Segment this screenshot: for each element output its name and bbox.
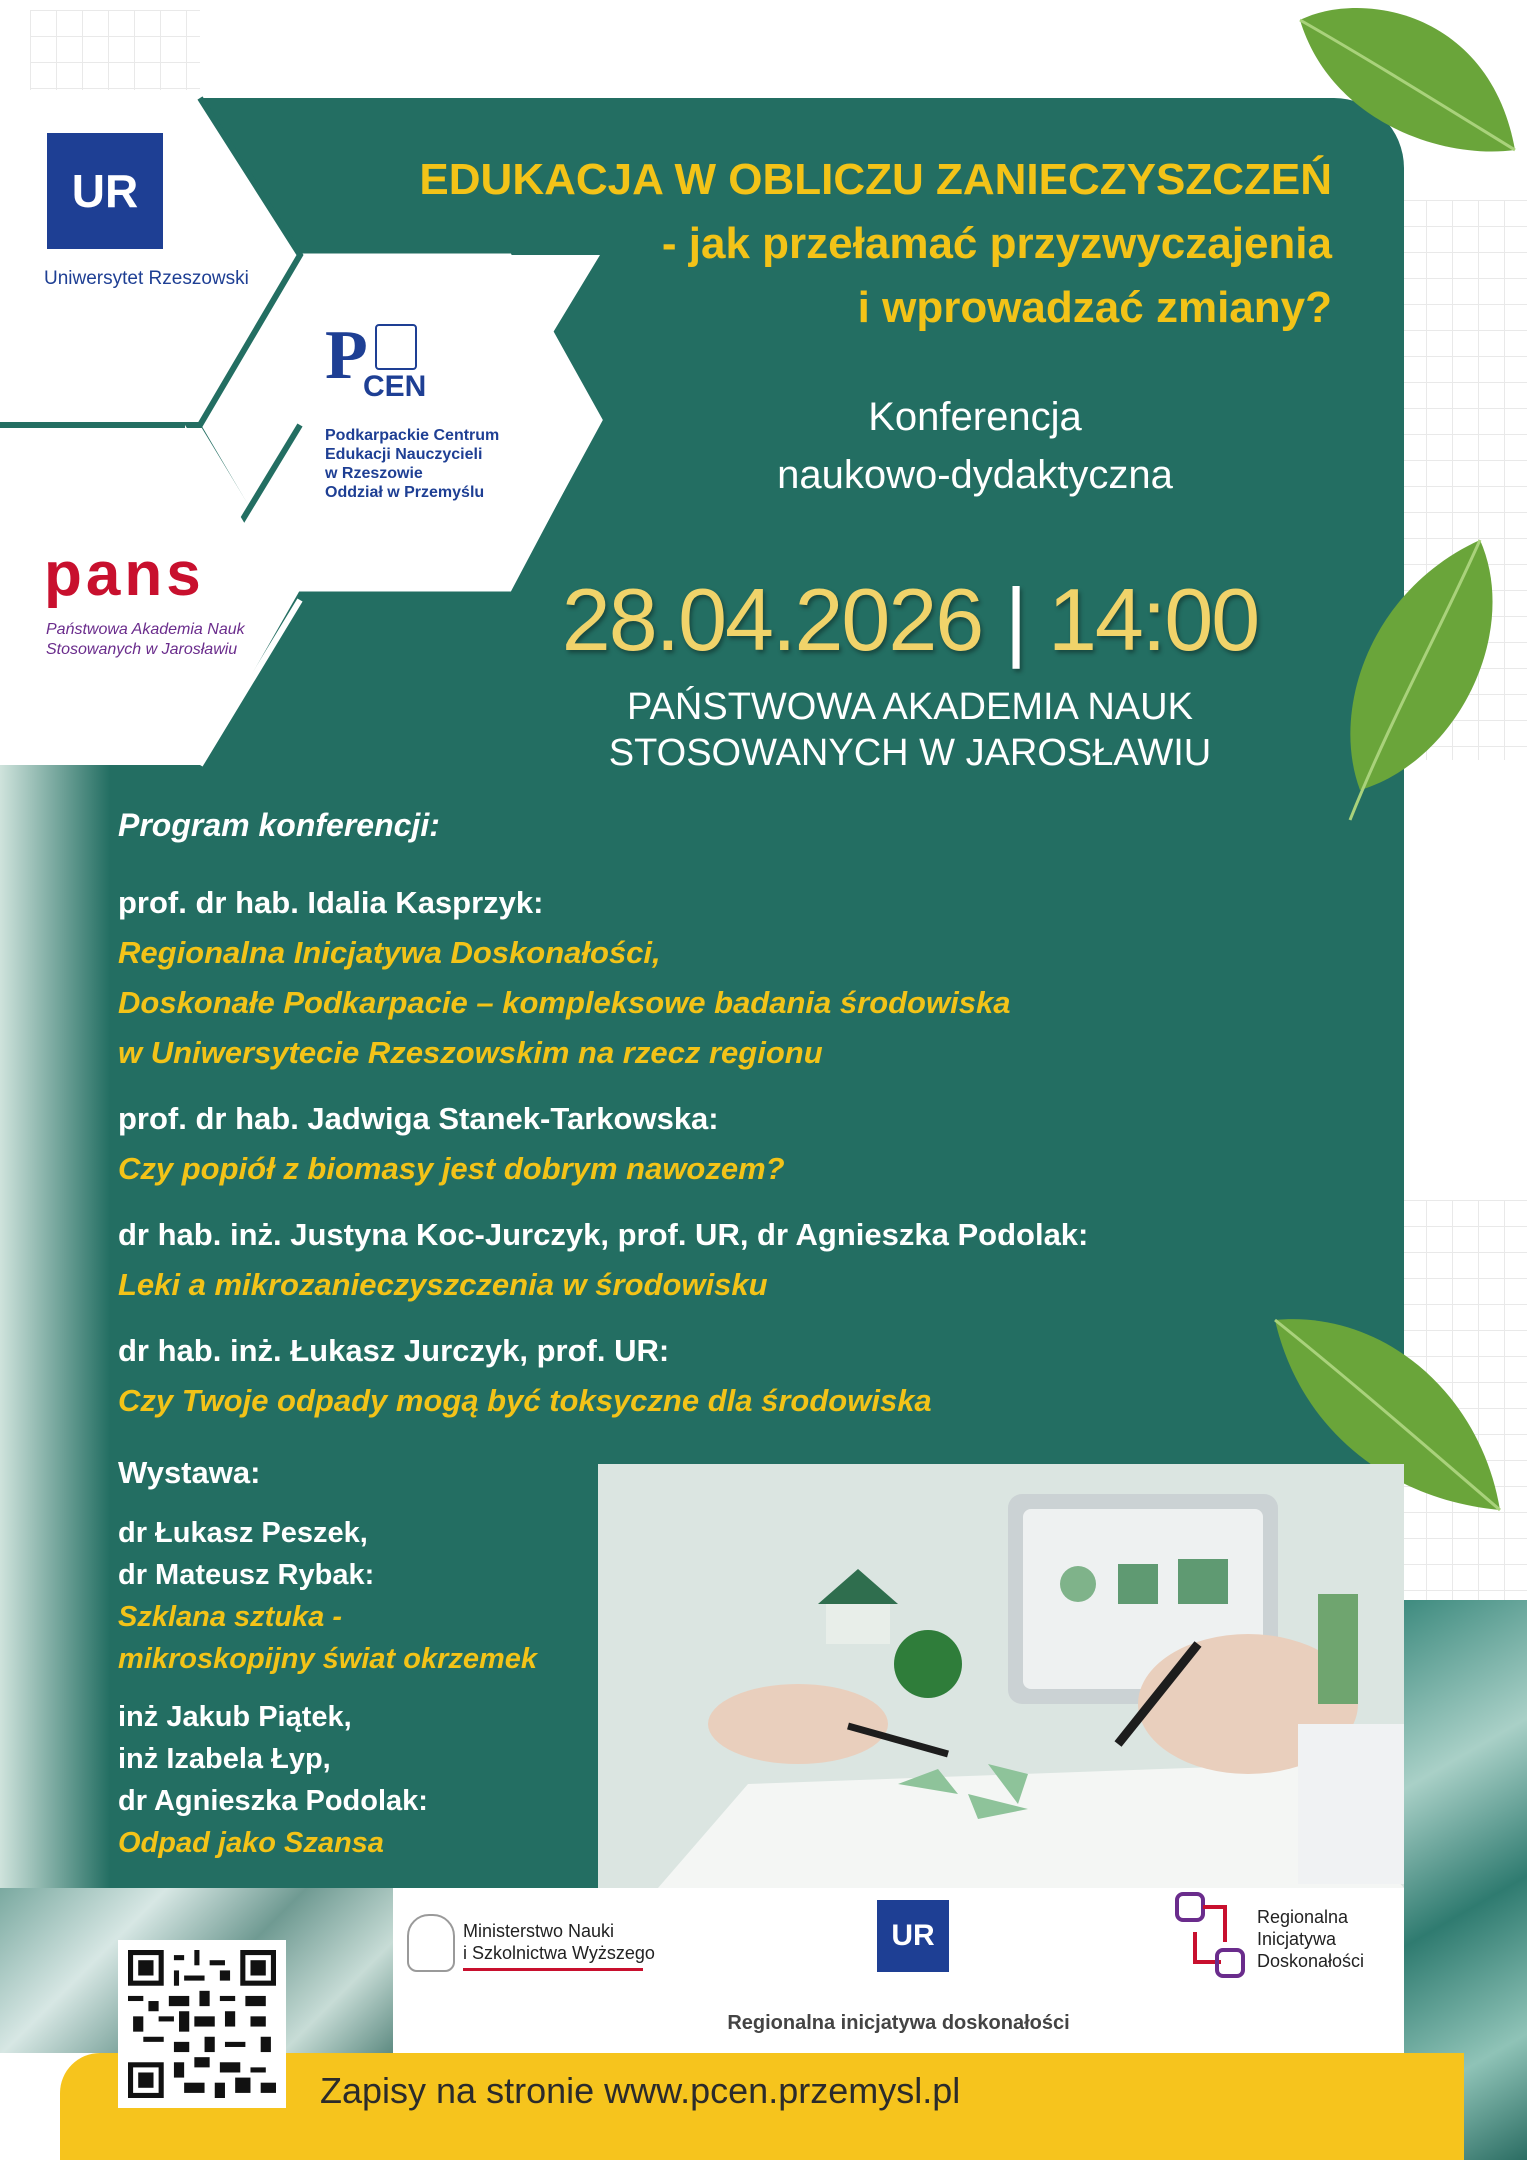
conference-date: 28.04.2026 bbox=[561, 570, 983, 669]
leaf-right-middle bbox=[1330, 530, 1500, 830]
program-talk bbox=[118, 1210, 1278, 1310]
talk-topic: Czy Twoje odpady mogą być toksyczne dla środowiska bbox=[118, 1383, 932, 1418]
conference-time: 14:00 bbox=[1047, 570, 1259, 669]
rid-name: Regionalna Inicjatywa Doskonałości bbox=[1257, 1907, 1365, 1971]
ur-mark-icon bbox=[47, 133, 163, 249]
exhibition-title: Odpad jako Szansa bbox=[118, 1827, 384, 1859]
program-talk bbox=[118, 1326, 1278, 1426]
program-heading: Program konferencji: bbox=[118, 807, 440, 843]
ministry-logo bbox=[407, 1914, 657, 1974]
ur-sponsor-logo: UR bbox=[877, 1900, 949, 1972]
qr-code-icon bbox=[128, 1950, 276, 2098]
photo-illustration bbox=[598, 1464, 1404, 1888]
conference-title: EDUKACJA W OBLICZU ZANIECZYSZCZEŃ - jak przełamać przyzwyczajenia i wprowadzać zmiany? bbox=[419, 155, 1332, 332]
program-section bbox=[118, 802, 1278, 1442]
registration-text[interactable]: Zapisy na stronie www.pcen.przemysl.pl bbox=[320, 2070, 961, 2111]
talk-speaker: dr hab. inż. Justyna Koc-Jurczyk, prof. UR, dr Agnieszka Podolak: bbox=[118, 1217, 1089, 1252]
sponsor-caption: Regionalna inicjatywa doskonałości bbox=[727, 2012, 1070, 2034]
talk-speaker: prof. dr hab. Idalia Kasprzyk: bbox=[118, 885, 544, 920]
conference-datetime bbox=[560, 570, 1260, 670]
ministry-name: Ministerstwo Nauki i Szkolnictwa Wyższego bbox=[463, 1921, 655, 1963]
exhibition-title: Szklana sztuka - mikroskopijny świat okrzemek bbox=[118, 1601, 538, 1675]
svg-text:UR: UR bbox=[71, 165, 139, 217]
conference-subtitle: Konferencja naukowo-dydaktyczna bbox=[777, 395, 1173, 497]
talk-speaker: dr hab. inż. Łukasz Jurczyk, prof. UR: bbox=[118, 1333, 670, 1368]
pans-logo: pans bbox=[44, 540, 205, 609]
qr-code[interactable] bbox=[118, 1940, 286, 2108]
pcen-logo-text: Podkarpackie Centrum Edukacji Nauczycieli w Rzeszowie Oddział w Przemyślu bbox=[325, 427, 500, 501]
panel-gradient-edge bbox=[0, 760, 110, 1890]
conference-photo bbox=[598, 1464, 1404, 1888]
exhibition-authors: dr Łukasz Peszek, dr Mateusz Rybak: bbox=[118, 1517, 375, 1591]
talk-topic: Czy popiół z biomasy jest dobrym nawozem? bbox=[118, 1151, 785, 1186]
ministry-underline bbox=[463, 1968, 643, 1971]
exhibition-item bbox=[118, 1512, 598, 1680]
talk-topic: Leki a mikrozanieczyszczenia w środowisku bbox=[118, 1267, 768, 1302]
datetime-separator: | bbox=[1004, 570, 1026, 669]
program-talk bbox=[118, 1094, 1278, 1194]
rid-logo bbox=[1175, 1892, 1395, 1982]
pans-logo-text: Państwowa Akademia Nauk Stosowanych w Jarosławiu bbox=[46, 621, 245, 658]
exhibition-item bbox=[118, 1696, 598, 1864]
rid-mark-icon bbox=[1175, 1892, 1245, 1978]
sponsor-logos bbox=[393, 1888, 1404, 2053]
program-talk bbox=[118, 878, 1278, 1078]
eagle-emblem-icon bbox=[407, 1914, 455, 1972]
conference-venue: PAŃSTWOWA AKADEMIA NAUK STOSOWANYCH W JAROSŁAWIU bbox=[608, 686, 1212, 774]
talk-topic: Regionalna Inicjatywa Doskonałości, Doskonałe Podkarpacie – kompleksowe badania środowiska w Uniwersytecie Rzeszowskim na rzecz regionu bbox=[118, 935, 1011, 1070]
exhibition-heading: Wystawa: bbox=[118, 1455, 261, 1490]
ur-logo-text: Uniwersytet Rzeszowski bbox=[44, 268, 249, 289]
talk-speaker: prof. dr hab. Jadwiga Stanek-Tarkowska: bbox=[118, 1101, 719, 1136]
exhibition-authors: inż Jakub Piątek, inż Izabela Łyp, dr Agnieszka Podolak: bbox=[118, 1701, 428, 1817]
pcen-mark-cen: CEN bbox=[363, 370, 427, 403]
pcen-mark-p: P bbox=[325, 317, 368, 394]
exhibition-section bbox=[118, 1450, 598, 1880]
ur-logo bbox=[47, 133, 163, 249]
